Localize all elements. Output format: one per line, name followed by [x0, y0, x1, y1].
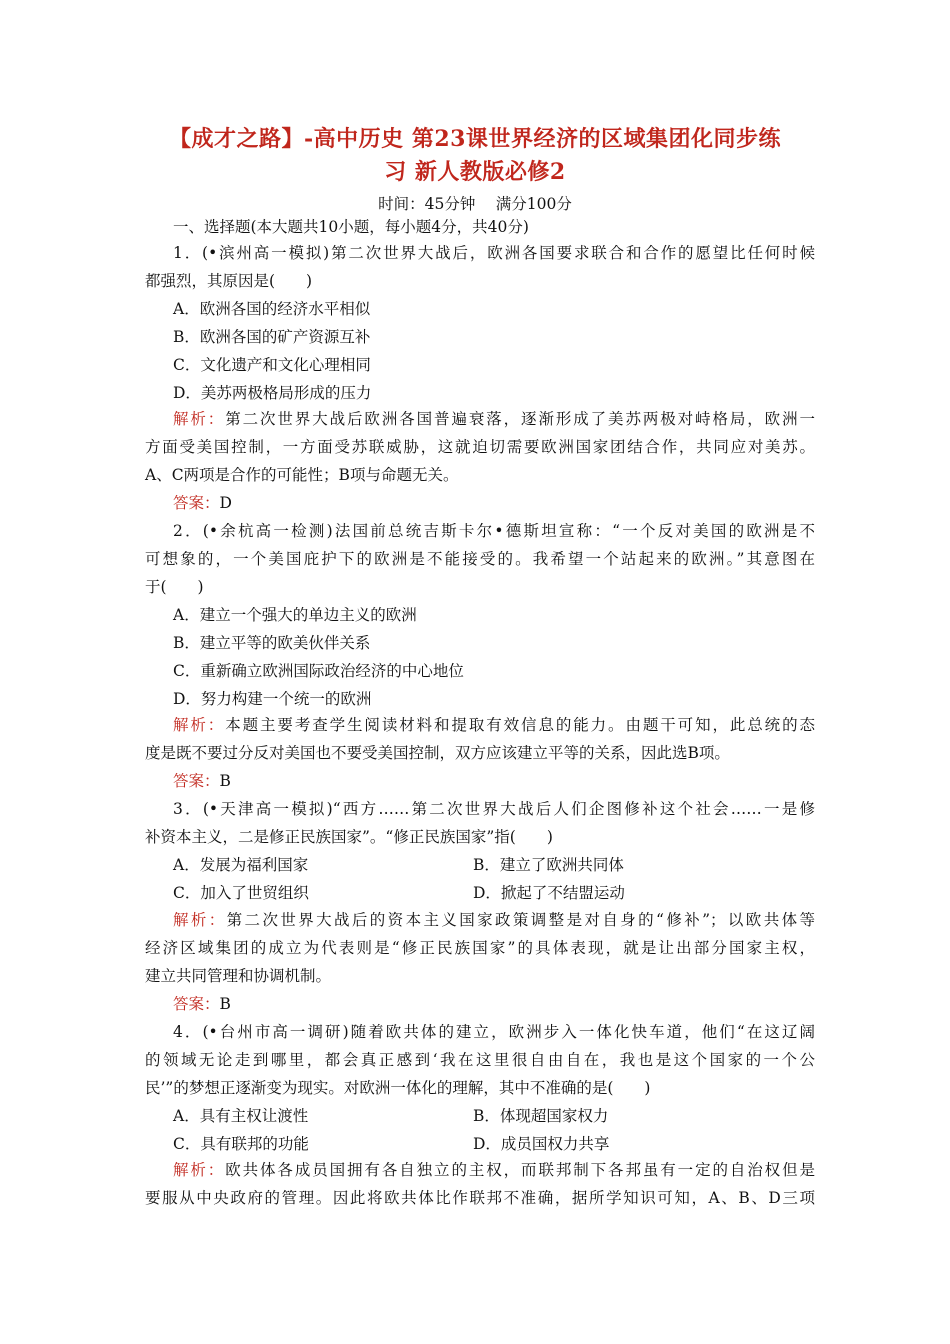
- q1-answer-label: 答案：: [173, 494, 220, 512]
- q4-option-a: A．具有主权让渡性: [173, 1107, 309, 1125]
- q2-answer-label: 答案：: [173, 772, 220, 790]
- q3-analysis-line-1: [173, 910, 815, 930]
- q3-analysis-text: 第二次世界大战后的资本主义国家政策调整是对自身的“修补”；以欧共体等: [226, 911, 815, 929]
- q2-option-c: C．重新确立欧洲国际政治经济的中心地位: [173, 662, 464, 680]
- q2-analysis-label: 解析：: [173, 716, 226, 734]
- q2-option-b: B．建立平等的欧美伙伴关系: [173, 634, 371, 652]
- q3-answer-value: B: [219, 995, 231, 1013]
- q2-analysis-text: 本题主要考查学生阅读材料和提取有效信息的能力。由题干可知，此总统的态: [225, 716, 815, 734]
- q2-answer-value: B: [219, 772, 231, 790]
- q3-option-c: C．加入了世贸组织: [173, 884, 309, 902]
- q4-analysis-line-2: 要服从中央政府的管理。因此将欧共体比作联邦不准确，据所学知识可知，A、B、D三项: [145, 1189, 815, 1207]
- section-heading: 一、选择题(本大题共10小题，每小题4分，共40分): [173, 218, 529, 236]
- q4-stem-line-1: 4．(•台州市高一调研)随着欧共体的建立，欧洲步入一体化快车道，他们“在这辽阔: [173, 1023, 815, 1041]
- q1-answer: [173, 493, 232, 513]
- q2-analysis-line-1: [173, 715, 815, 735]
- q3-option-d: D．掀起了不结盟运动: [473, 884, 625, 902]
- q3-stem-line-2: 补资本主义，二是修正民族国家”。“修正民族国家”指( ): [145, 828, 553, 846]
- q3-analysis-line-3: 建立共同管理和协调机制。: [145, 967, 332, 985]
- q4-option-b: B．体现超国家权力: [473, 1107, 609, 1125]
- q1-stem-line-1: 1．(•滨州高一模拟)第二次世界大战后，欧洲各国要求联合和合作的愿望比任何时候: [173, 244, 815, 262]
- q1-analysis-line-2: 方面受美国控制，一方面受苏联威胁，这就迫切需要欧洲国家团结合作，共同应对美苏。: [145, 438, 815, 456]
- q2-stem-line-2: 可想象的，一个美国庇护下的欧洲是不能接受的。我希望一个站起来的欧洲。”其意图在: [145, 550, 815, 568]
- q1-option-a: A．欧洲各国的经济水平相似: [173, 300, 371, 318]
- q4-option-c: C．具有联邦的功能: [173, 1135, 309, 1153]
- q4-analysis-line-1: [173, 1160, 815, 1180]
- q3-answer: [173, 994, 231, 1014]
- q2-analysis-line-2: 度是既不要过分反对美国也不要受美国控制，双方应该建立平等的关系，因此选B项。: [145, 744, 730, 762]
- q3-stem-line-1: 3．(•天津高一模拟)“西方……第二次世界大战后人们企图修补这个社会……一是修: [173, 800, 815, 818]
- q1-option-b: B．欧洲各国的矿产资源互补: [173, 328, 371, 346]
- q3-option-a: A．发展为福利国家: [173, 856, 309, 874]
- q1-analysis-line-3: A、C两项是合作的可能性；B项与命题无关。: [145, 466, 459, 484]
- q2-option-d: D．努力构建一个统一的欧洲: [173, 690, 372, 708]
- q4-stem-line-2: 的领域无论走到哪里，都会真正感到‘我在这里很自由自在，我也是这个国家的一个公: [145, 1051, 815, 1069]
- document-title-line-1: 【成才之路】-高中历史 第23课世界经济的区域集团化同步练: [169, 126, 781, 152]
- q2-answer: [173, 771, 231, 791]
- q4-analysis-text: 欧共体各成员国拥有各自独立的主权，而联邦制下各邦虽有一定的自治权但是: [225, 1161, 815, 1179]
- q1-option-c: C．文化遗产和文化心理相同: [173, 356, 371, 374]
- q4-analysis-label: 解析：: [173, 1161, 226, 1179]
- q1-stem-line-2: 都强烈，其原因是( ): [145, 272, 313, 290]
- q4-option-d: D．成员国权力共享: [473, 1135, 610, 1153]
- q3-option-b: B．建立了欧洲共同体: [473, 856, 624, 874]
- q3-analysis-line-2: 经济区域集团的成立为代表则是“修正民族国家”的具体表现，就是让出部分国家主权，: [145, 939, 815, 957]
- q3-analysis-label: 解析：: [173, 911, 227, 929]
- q3-answer-label: 答案：: [173, 995, 220, 1013]
- q2-option-a: A．建立一个强大的单边主义的欧洲: [173, 606, 417, 624]
- q1-answer-value: D: [219, 494, 232, 512]
- q2-stem-line-3: 于( ): [145, 578, 204, 596]
- q1-analysis-text: 第二次世界大战后欧洲各国普遍衰落，逐渐形成了美苏两极对峙格局，欧洲一: [225, 410, 815, 428]
- q1-option-d: D．美苏两极格局形成的压力: [173, 384, 372, 402]
- q4-stem-line-3: 民’”的梦想正逐渐变为现实。对欧洲一体化的理解，其中不准确的是( ): [145, 1079, 651, 1097]
- q1-analysis-line-1: [173, 409, 815, 429]
- time-and-score: 时间：45分钟 满分100分: [378, 195, 572, 213]
- q1-analysis-label: 解析：: [173, 410, 226, 428]
- q2-stem-line-1: 2．(•余杭高一检测)法国前总统吉斯卡尔•德斯坦宣称：“一个反对美国的欧洲是不: [173, 522, 815, 540]
- document-title-line-2: 习 新人教版必修2: [384, 159, 566, 185]
